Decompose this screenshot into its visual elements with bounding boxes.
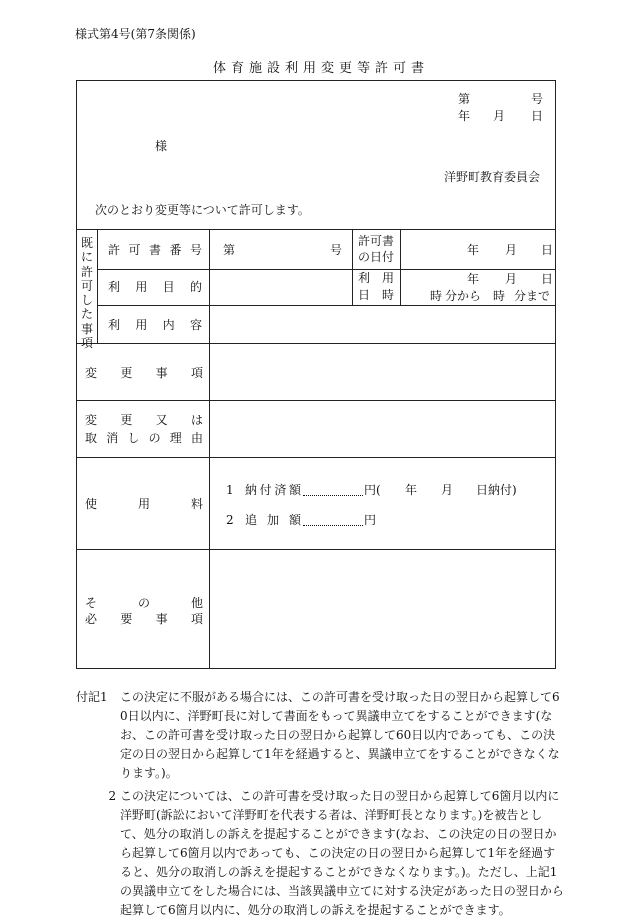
label-char: 利 [108, 318, 121, 332]
label-char: 用 [137, 497, 150, 511]
label-char: 内 [162, 318, 175, 332]
label-char: 事 [155, 366, 168, 380]
label-char: 消 [106, 431, 119, 445]
permit-date-label-2: の日付 [358, 250, 395, 264]
paid-month: 月 [441, 483, 454, 497]
label-char: 済 [274, 483, 287, 497]
purpose-label [108, 280, 202, 294]
paid-amount-label [245, 483, 301, 497]
row-divider [97, 305, 556, 306]
paid-yen: 円 [364, 483, 377, 497]
label-char: 変 [85, 366, 98, 380]
form-number-label: 様式第4号(第7条関係) [75, 27, 196, 41]
doc-date-day: 日 [531, 109, 544, 123]
additional-amount-label [245, 513, 301, 527]
label-char: 額 [288, 483, 301, 497]
label-char: 号 [189, 243, 202, 257]
notes-section [76, 688, 566, 920]
label-char: し [127, 431, 140, 445]
permit-number-suffix: 号 [330, 243, 343, 257]
label-char: 使 [85, 497, 98, 511]
label-char: 番 [169, 243, 182, 257]
usage-to-minute: 分まで [514, 289, 551, 303]
label-char: 的 [189, 280, 202, 294]
label-char: 項 [190, 612, 203, 626]
label-char: 加 [266, 513, 279, 527]
label-char: 容 [189, 318, 202, 332]
fee-label [85, 497, 203, 511]
paid-year: 年 [405, 483, 418, 497]
reason-label-line1 [85, 413, 203, 427]
permit-date-month: 月 [505, 243, 518, 257]
note-item-2-number [76, 787, 120, 920]
row-divider [76, 343, 556, 344]
addressee-suffix: 様 [155, 139, 168, 153]
label-char: 納 [245, 483, 258, 497]
label-char: 他 [190, 596, 203, 610]
permit-number-prefix: 第 [223, 243, 236, 257]
label-char: 更 [120, 366, 133, 380]
paid-amount-blank [303, 484, 363, 496]
usage-date-month: 月 [505, 272, 518, 286]
usage-datetime-label-2: 日 時 [358, 288, 395, 302]
label-char: 追 [245, 513, 258, 527]
doc-number-prefix: 第 [458, 92, 471, 106]
col-divider [97, 229, 98, 343]
note-number: 2 [108, 789, 117, 803]
label-char: 目 [162, 280, 175, 294]
label-char: 額 [288, 513, 301, 527]
usage-to-hour: 時 [493, 289, 506, 303]
label-char: は [190, 413, 203, 427]
label-char: の [148, 431, 161, 445]
row-divider [76, 400, 556, 401]
label-char: 許 [108, 243, 121, 257]
usage-date-day: 日 [541, 272, 554, 286]
permit-date-day: 日 [541, 243, 554, 257]
note-item-1 [76, 688, 566, 783]
additional-yen: 円 [364, 513, 377, 527]
col-divider [400, 229, 401, 305]
existing-section-label: 既に許可した事項 [80, 236, 93, 351]
note-item-2 [76, 787, 566, 920]
label-char: 用 [135, 280, 148, 294]
note-number: 1 [100, 690, 108, 704]
label-char: 又 [155, 413, 168, 427]
label-char: 書 [148, 243, 161, 257]
additional-amount-blank [303, 514, 363, 526]
label-char: 必 [85, 612, 98, 626]
row-divider [76, 457, 556, 458]
notes-title: 付記 [76, 690, 101, 704]
note-item-1-number [76, 688, 120, 783]
label-char: 料 [190, 497, 203, 511]
permit-date-label-1: 許可書 [358, 234, 395, 248]
change-items-label [85, 366, 203, 380]
paid-item-number: 1 [226, 483, 234, 497]
label-char: 用 [135, 318, 148, 332]
label-char: 可 [128, 243, 141, 257]
label-char: 利 [108, 280, 121, 294]
label-char: 項 [190, 366, 203, 380]
label-char: 事 [155, 612, 168, 626]
label-char: 変 [85, 413, 98, 427]
doc-number-suffix: 号 [531, 92, 544, 106]
label-char: 由 [190, 431, 203, 445]
col-divider [209, 229, 210, 669]
usage-from-minute: 分から [445, 289, 482, 303]
issuer-name: 洋野町教育委員会 [444, 170, 541, 184]
other-label-line1 [85, 596, 203, 610]
permission-statement: 次のとおり変更等について許可します。 [95, 203, 310, 217]
row-divider [76, 229, 556, 230]
row-divider [97, 269, 556, 270]
note-item-2-text: この決定については、この許可書を受け取った日の翌日から起算して6箇月以内に洋野町(訴訟において洋野町を代表する者は、洋野町長となります。)を被告として、処分の取消しの訴えを提起することができます(なお、この決定の日の翌日から起算して6箇月以内であっても、この決定の日の翌日から起算して1年を経過すると、処分の取消しの訴えを提起することができなくなります。)。ただし、上記1の異議申立てをした場合には、当該異議申立てに対する決定があった日の翌日から起算して6箇月以内に、処分の取消しの訴えを提起することができます。 [120, 789, 564, 917]
col-divider [352, 229, 353, 305]
document-title: 体育施設利用変更等許可書 [213, 61, 430, 76]
label-char: 要 [120, 612, 133, 626]
note-item-1-text: この決定に不服がある場合には、この許可書を受け取った日の翌日から起算して60日以内に、洋野町長に対して書面をもって異議申立てをすることができます(なお、この許可書を受け取った日の翌日から起算して60日以内であっても、この決定の日の翌日から起算して1年を経過すると、異議申立てをすることができなくなります。)。 [120, 690, 560, 780]
reason-label-line2 [85, 431, 203, 445]
label-char: そ [85, 596, 98, 610]
label-char: 更 [120, 413, 133, 427]
doc-date-month: 月 [493, 109, 506, 123]
paid-on-day: 日納付) [476, 483, 517, 497]
label-char: 付 [259, 483, 272, 497]
usage-date-year: 年 [467, 272, 480, 286]
label-char: 理 [169, 431, 182, 445]
label-char: 取 [85, 431, 98, 445]
additional-item-number: 2 [226, 513, 234, 527]
other-label-line2 [85, 612, 203, 626]
usage-from-hour: 時 [430, 289, 443, 303]
paid-paren-open: ( [376, 483, 381, 497]
row-divider [76, 549, 556, 550]
content-label [108, 318, 202, 332]
label-char: の [137, 596, 150, 610]
permit-number-label [108, 243, 202, 257]
permit-date-year: 年 [467, 243, 480, 257]
doc-date-year: 年 [458, 109, 471, 123]
usage-datetime-label-1: 利 用 [358, 271, 395, 285]
